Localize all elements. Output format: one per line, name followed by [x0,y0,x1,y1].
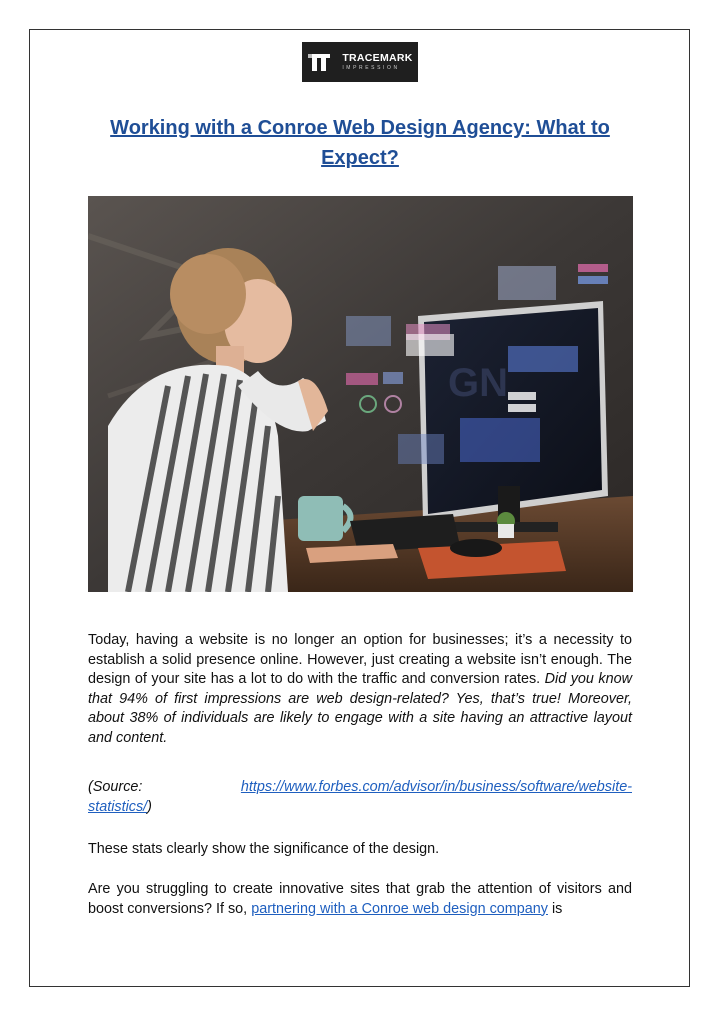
cta-paragraph [88,880,632,919]
logo-name: TRACEMARK [342,52,413,65]
tracemark-logo-icon [307,51,331,73]
brand-logo[interactable] [302,42,418,82]
source-close: ) [147,798,152,815]
conroe-web-design-link[interactable]: partnering with a Conroe web design company [251,900,548,917]
hero-image [88,196,633,592]
source-link-continued[interactable]: statistics/ [88,798,148,815]
source-citation [88,778,632,817]
stats-text: Did you know that 94% of first impressions are web design-related? Yes, that’s true! Moreover, about 38% of individuals are likely to engage with a site having an attractive layout and content. [88,671,633,746]
cta-text-start: Are you struggling to create innovative sites that grab the attention of visitors and boost conversions? If so, [88,881,632,917]
cta-text-end: is [547,900,563,917]
article-title[interactable]: Working with a Conroe Web Design Agency: What to Expect? [110,117,610,169]
intro-paragraph [88,631,632,748]
source-link[interactable]: https://www.forbes.com/advisor/in/business/software/website- [240,779,632,795]
stats-summary-paragraph: These stats clearly show the significance of the design. [88,841,440,857]
intro-text: Today, having a website is no longer an option for businesses; it’s a necessity to establish a solid presence online. However, just creating a website isn’t enough. The design of your site has a lot to do with the traffic and conversion rates. [88,632,632,687]
svg-text:GN: GN [448,361,508,405]
woman-at-web-design-monitor-photo [88,196,633,592]
source-label: (Source: [88,779,143,795]
logo-subtitle: IMPRESSION [342,64,400,71]
